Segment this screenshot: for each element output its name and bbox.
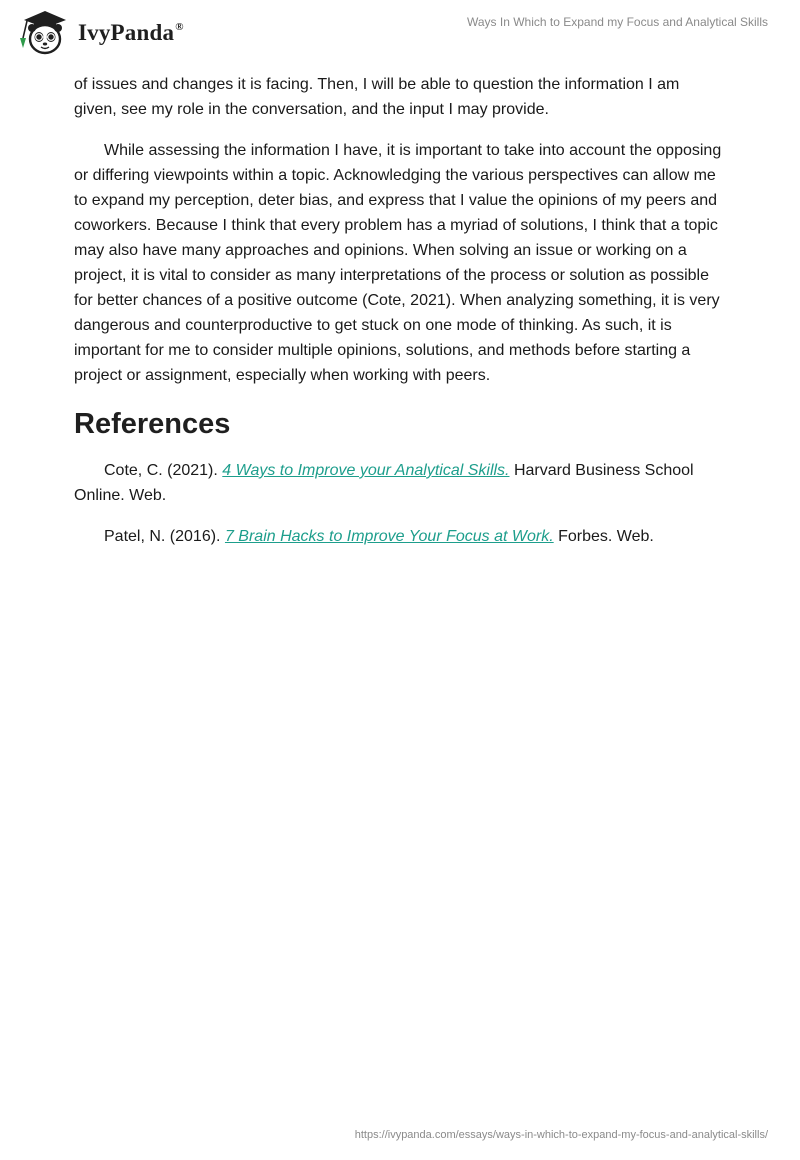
reference-link[interactable]: 7 Brain Hacks to Improve Your Focus at Work. xyxy=(224,528,554,545)
registered-mark: ® xyxy=(175,21,184,33)
document-title: Ways In Which to Expand my Focus and Analytical Skills xyxy=(466,15,768,29)
reference-item xyxy=(74,458,726,508)
reference-prefix: Patel, N. (2016). xyxy=(104,528,225,545)
references-heading: References xyxy=(74,408,231,440)
reference-suffix: Forbes. Web. xyxy=(553,528,654,545)
body-paragraph-2: While assessing the information I have, it is important to take into account the opposing or differing viewpoints within a topic. Acknowledging the various perspectives can allow me to expand my perception, deter bias, and express that I value the opinions of my peers and coworkers. Because I think that every problem has a myriad of solutions, I think that a topic may also have many approaches and opinions. When solving an issue or working on a project, it is vital to consider as many interpretations of the process or solution as possible for better chances of a positive outcome (Cote, 2021). When analyzing something, it is very dangerous and counterproductive to get stuck on one mode of thinking. As such, it is important for me to consider multiple opinions, solutions, and methods before starting a project or assignment, especially when working with peers. xyxy=(74,142,722,384)
body-paragraph-1: of issues and changes it is facing. Then, I will be able to question the information I am given, see my role in the conversation, and the input I may provide. xyxy=(74,76,680,118)
page-header xyxy=(0,0,800,60)
reference-link[interactable]: 4 Ways to Improve your Analytical Skills. xyxy=(222,462,510,479)
reference-suffix: Harvard Business School Online. Web. xyxy=(74,462,694,504)
essay-content xyxy=(74,72,726,565)
footer-url[interactable]: https://ivypanda.com/essays/ways-in-which-to-expand-my-focus-and-analytical-skills/ xyxy=(354,1129,768,1141)
reference-item xyxy=(74,524,726,549)
reference-prefix: Cote, C. (2021). xyxy=(104,462,223,479)
brand-text: IvyPanda xyxy=(78,20,175,45)
panda-graduate-icon xyxy=(14,8,76,58)
ivypanda-logo[interactable] xyxy=(14,8,189,58)
brand-name xyxy=(78,20,184,46)
